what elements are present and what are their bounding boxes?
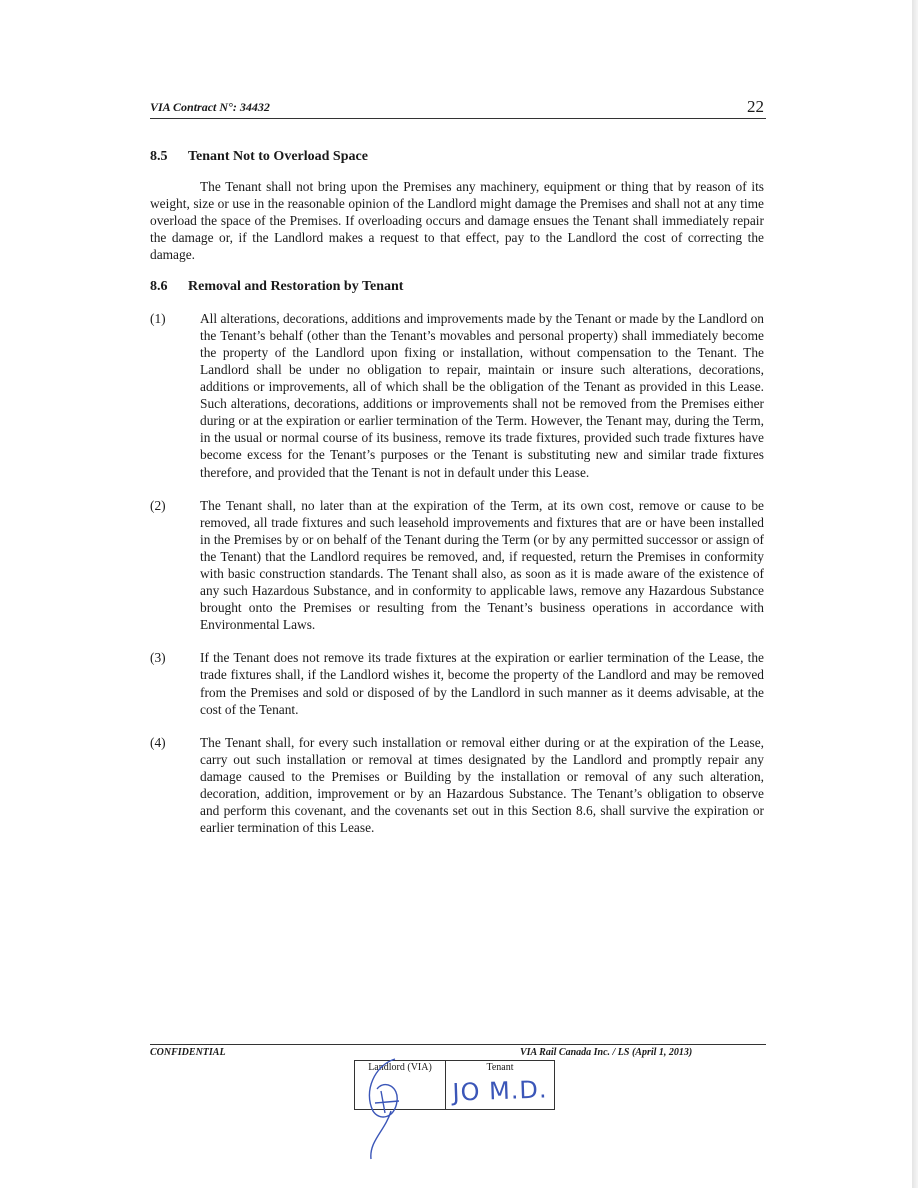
section-title: Removal and Restoration by Tenant	[188, 278, 404, 294]
document-reference: VIA Rail Canada Inc. / LS (April 1, 2013)	[520, 1047, 693, 1058]
clause-text: If the Tenant does not remove its trade fixtures at the expiration or earlier termination of the Lease, the trade fixtures shall, if the Landlord wishes it, become the property of the Landlord and may be removed from the Premises and sold or disposed of by the Landlord in such manner as it deems advisable, at the cost of the Tenant.	[200, 650, 764, 717]
section-8-5-body: The Tenant shall not bring upon the Premises any machinery, equipment or thing that by reason of its weight, size or use in the reasonable opinion of the Landlord might damage the Premises and shall not at any time overload the space of the Premises. If overloading occurs and damage ensues the Tenant shall immediately repair the damage or, if the Landlord makes a request to that effect, pay to the Landlord the cost of correcting the damage.	[150, 179, 764, 263]
clause-number: (2)	[150, 497, 166, 513]
clause-item	[150, 310, 764, 481]
page-content	[150, 148, 764, 836]
clause-item	[150, 497, 764, 634]
clause-number: (4)	[150, 734, 166, 750]
clause-text: The Tenant shall, no later than at the expiration of the Term, at its own cost, remove or cause to be removed, all trade fixtures and such leasehold improvements and fixtures that are or have been installed in the Premises by or on behalf of the Tenant during the Term (or by any permitted successor or assign of the Tenant) that the Landlord requires be removed, and, if requested, return the Premises in conformity with basic construction standards. The Tenant shall also, as soon as it is made aware of the existence of any such Hazardous Substance, and in conformity to applicable laws, remove any Hazardous Substance brought onto the Premises or resulting from the Tenant’s business operations in accordance with Environmental Laws.	[200, 497, 764, 633]
section-8-6-heading	[150, 278, 764, 295]
page-header	[150, 94, 766, 119]
page-number: 22	[747, 97, 764, 116]
tenant-label: Tenant	[486, 1062, 514, 1073]
section-number: 8.6	[150, 278, 168, 294]
clause-item	[150, 734, 764, 837]
confidential-label: CONFIDENTIAL	[150, 1047, 226, 1058]
clause-number: (1)	[150, 310, 166, 326]
section-number: 8.5	[150, 149, 168, 164]
contract-number: VIA Contract N°: 34432	[150, 100, 270, 114]
tenant-initials: JO M.D.	[452, 1075, 548, 1107]
clause-item	[150, 649, 764, 717]
clause-text: The Tenant shall, for every such installation or removal either during or at the expiration of the Lease, carry out such installation or removal at times designated by the Landlord and promptly repair any damage caused to the Premises or Building by the installation or removal of any such alteration, decoration, addition, improvement or by an Hazardous Substance. The Tenant’s obligation to observe and perform this covenant, and the covenants set out in this Section 8.6, shall survive the expiration or earlier termination of this Lease.	[200, 734, 764, 836]
footer-rule	[150, 1044, 766, 1045]
section-title: Tenant Not to Overload Space	[188, 149, 368, 164]
clause-number: (3)	[150, 650, 166, 666]
tenant-initials-cell	[446, 1061, 555, 1110]
landlord-signature-icon	[355, 1061, 445, 1161]
page-edge-shadow	[912, 0, 918, 1188]
landlord-initials-cell	[355, 1061, 446, 1110]
landlord-label: Landlord (VIA)	[368, 1062, 432, 1073]
clause-text: All alterations, decorations, additions and improvements made by the Tenant or made by the Landlord on the Tenant’s behalf (other than the Tenant’s movables and personal property) shall immediately become the property of the Landlord upon fixing or installation, without compensation to the Tenant. The Landlord shall be under no obligation to repair, maintain or insure such alterations, decorations, additions or improvements, all of which shall be the obligation of the Tenant as provided in this Lease. Such alterations, decorations, additions or improvements shall not be removed from the Premises either during or at the expiration or earlier termination of the Term. However, the Tenant may, during the Term, in the usual or normal course of its business, remove its trade fixtures, provided such trade fixtures have become excess for the Tenant’s purposes or the Tenant is substituting new and similar trade fixtures therefore, and provided that the Tenant is not in default under this Lease.	[200, 310, 764, 480]
initials-box	[354, 1060, 555, 1110]
section-8-5-heading	[150, 148, 764, 165]
